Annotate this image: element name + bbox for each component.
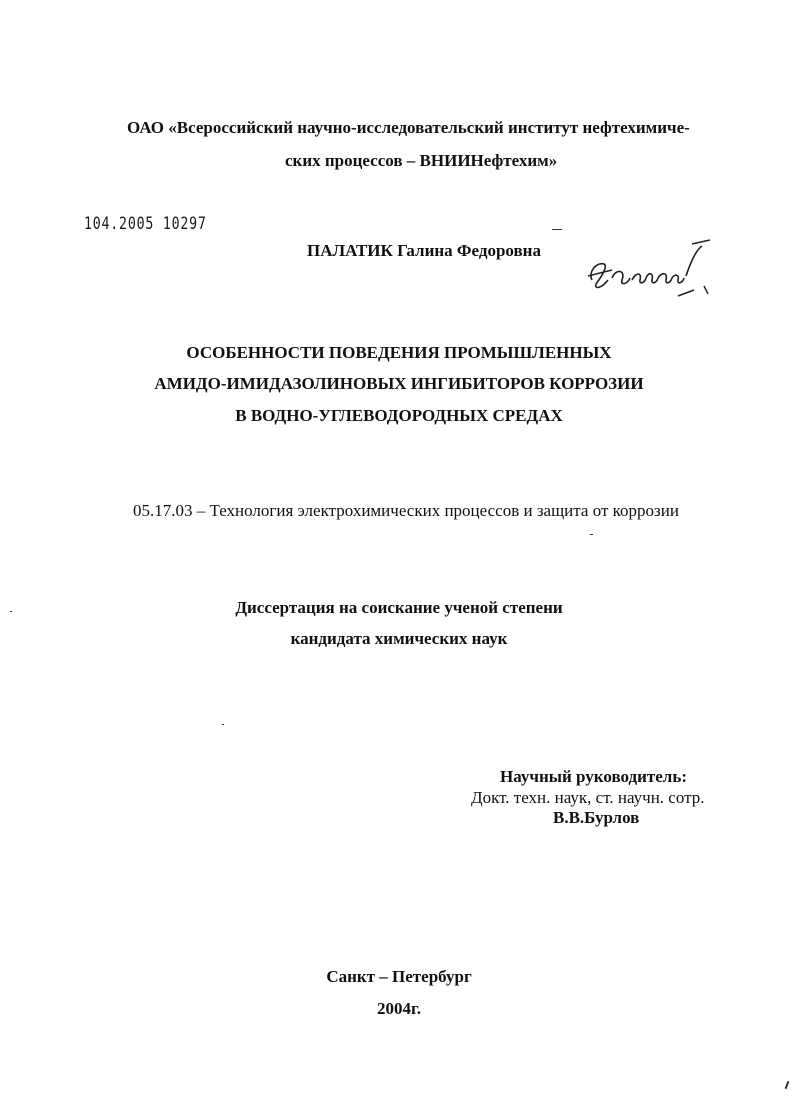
supervisor-heading: Научный руководитель:	[500, 767, 687, 786]
stamp-number: 104.2005 10297	[84, 214, 207, 234]
title-line-3: В ВОДНО-УГЛЕВОДОРОДНЫХ СРЕДАХ	[235, 406, 563, 425]
supervisor-name: В.В.Бурлов	[553, 808, 640, 827]
scan-speck	[552, 229, 562, 230]
signature-icon	[582, 236, 722, 306]
scan-speck	[785, 1081, 790, 1089]
institution-line-2: ских процессов – ВНИИНефтехим»	[285, 151, 558, 170]
supervisor-rank: Докт. техн. наук, ст. научн. сотр.	[471, 788, 705, 807]
scan-speck	[10, 611, 12, 612]
year-line: 2004г.	[376, 999, 422, 1018]
scan-speck	[222, 724, 224, 725]
institution-line-1: ОАО «Всероссийский научно-исследовательский институт нефтехимиче-	[127, 118, 690, 137]
author-name: ПАЛАТИК Галина Федоровна	[307, 241, 541, 260]
scan-speck	[590, 534, 593, 535]
degree-line-2: кандидата химических наук	[290, 629, 508, 648]
degree-line-1: Диссертация на соискание ученой степени	[235, 598, 563, 617]
title-line-2: АМИДО-ИМИДАЗОЛИНОВЫХ ИНГИБИТОРОВ КОРРОЗИИ	[154, 374, 644, 393]
place-line: Санкт – Петербург	[326, 967, 472, 986]
title-line-1: ОСОБЕННОСТИ ПОВЕДЕНИЯ ПРОМЫШЛЕННЫХ	[186, 343, 612, 362]
specialty-line: 05.17.03 – Технология электрохимических процессов и защита от коррозии	[133, 501, 679, 520]
